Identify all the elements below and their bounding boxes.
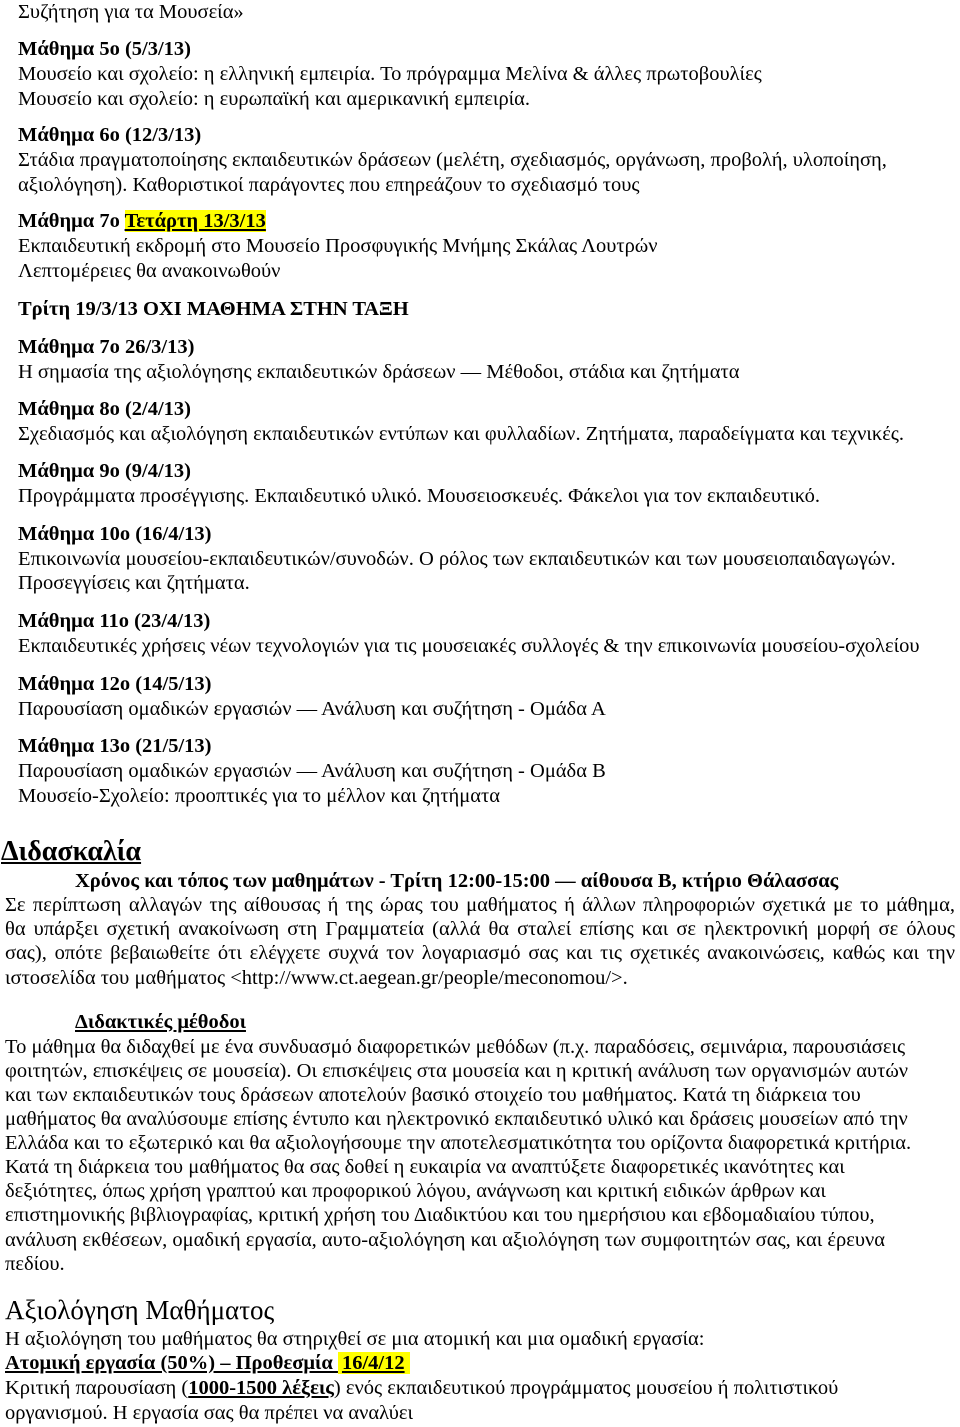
lesson-description: Παρουσίαση ομαδικών εργασιών — Ανάλυση και συζήτηση - Ομάδα Α (18, 698, 606, 720)
methods-line: μαθήματος θα αναλύσουμε επίσης έντυπο και ηλεκτρονικό εκπαιδευτικό υλικό και δράσεις μουσείων από την (5, 1108, 908, 1130)
methods-line: φοιτητών, επισκέψεις σε μουσεία). Οι επισκέψεις στα μουσεία και η κριτική ανάλυση των οργανισμών αυτών (5, 1060, 909, 1082)
lesson-heading: Μάθημα 10ο (16/4/13) (18, 523, 212, 545)
lesson-heading: Μάθημα 13ο (21/5/13) (18, 735, 212, 757)
individual-assignment-line (5, 1351, 410, 1376)
individual-assignment-label: Ατομική εργασία (50%) – Προθεσμία (5, 1352, 338, 1374)
methods-line: Ελλάδα και το εξωτερικό και θα αξιολογήσουμε την αποτελεσματικότητα του ορίζοντα διαφορετικά κριτήρια. (5, 1132, 912, 1154)
intro-line: Συζήτηση για τα Μουσεία» (18, 1, 244, 23)
time-place-line: Χρόνος και τόπος των μαθημάτων - Τρίτη 12:00-15:00 — αίθουσα Β, κτήριο Θάλασσας (75, 870, 839, 892)
section-heading-teaching: Διδασκαλία (1, 836, 142, 867)
assessment-intro: Η αξιολόγηση του μαθήματος θα στηριχθεί σε μια ατομική και μια ομαδική εργασία: (5, 1328, 705, 1350)
methods-line: επιστημονικής βιβλιογραφίας, κριτική χρήση του Διαδικτύου και του ημερήσιου και εβδομαδιαίου τύπου, (5, 1204, 875, 1226)
lesson-date-highlight: Τετάρτη 13/3/13 (124, 210, 266, 232)
methods-line: πεδίου. (5, 1253, 65, 1275)
assignment-description-end: ) ενός εκπαιδευτικού προγράμματος μουσείου ή πολιτιστικού (333, 1377, 839, 1399)
lesson-heading: Μάθημα 9ο (9/4/13) (18, 460, 191, 482)
lesson-description: Λεπτομέρειες θα ανακοινωθούν (18, 260, 281, 282)
assignment-description-start: Κριτική παρουσίαση ( (5, 1377, 189, 1399)
lesson-description: Προγράμματα προσέγγισης. Εκπαιδευτικό υλικό. Μουσειοσκευές. Φάκελοι για τον εκπαιδευτικό. (18, 485, 820, 507)
no-class-notice: Τρίτη 19/3/13 ΟΧΙ ΜΑΘΗΜΑ ΣΤΗΝ ΤΑΞΗ (18, 298, 409, 320)
word-count: 1000-1500 λέξεις (188, 1377, 334, 1399)
methods-line: ανάλυση εκθέσεων, ομαδική εργασία, αυτο-αξιολόγηση και αξιολόγηση των συμφοιτητών σας, και έρευνα (5, 1229, 885, 1251)
lesson-heading: Μάθημα 12ο (14/5/13) (18, 673, 212, 695)
lesson-description: Παρουσίαση ομαδικών εργασιών — Ανάλυση και συζήτηση - Ομάδα Β (18, 760, 606, 782)
announcement-line: ιστοσελίδα του μαθήματος <http://www.ct.aegean.gr/people/meconomou/>. (5, 967, 628, 989)
lesson-heading-label: Μάθημα 7ο (18, 210, 125, 232)
assessment-heading: Αξιολόγηση Μαθήματος (5, 1295, 275, 1325)
announcement-line: σας), οπότε βεβαιωθείτε ότι ελέγχετε συχνά τον λογαριασμό σας και τις σχετικές ανακοινώσεις, καθώς και την (5, 942, 955, 964)
lesson-description: Εκπαιδευτικές χρήσεις νέων τεχνολογιών για τις μουσειακές συλλογές & την επικοινωνία μουσείου-σχολείου (18, 635, 920, 657)
lesson-description: Εκπαιδευτική εκδρομή στο Μουσείο Προσφυγικής Μνήμης Σκάλας Λουτρών (18, 235, 658, 257)
lesson-description: Η σημασία της αξιολόγησης εκπαιδευτικών δράσεων — Μέθοδοι, στάδια και ζητήματα (18, 361, 740, 383)
lesson-description: Επικοινωνία μουσείου-εκπαιδευτικών/συνοδών. Ο ρόλος των εκπαιδευτικών και των μουσειοπαιδαγωγών. (18, 548, 896, 570)
lesson-heading: Μάθημα 6ο (12/3/13) (18, 124, 202, 146)
deadline-highlight: 16/4/12 (338, 1352, 410, 1374)
lesson-description: Μουσείο-Σχολείο: προοπτικές για το μέλλον και ζητήματα (18, 785, 500, 807)
methods-line: Το μάθημα θα διδαχθεί με ένα συνδυασμό διαφορετικών μεθόδων (π.χ. παραδόσεις, σεμινάρια, παρουσιάσεις (5, 1036, 906, 1058)
lesson-description: αξιολόγηση). Καθοριστικοί παράγοντες που επηρεάζουν το σχεδιασμό τους (18, 174, 640, 196)
lesson-description: Προσεγγίσεις και ζητήματα. (18, 572, 250, 594)
methods-heading: Διδακτικές μέθοδοι (75, 1011, 246, 1033)
assignment-description (5, 1376, 838, 1401)
lesson-description: Στάδια πραγματοποίησης εκπαιδευτικών δράσεων (μελέτη, σχεδιασμός, οργάνωση, προβολή, υλοποίηση, (18, 149, 887, 171)
announcement-line: Σε περίπτωση αλλαγών της αίθουσας ή της ώρας του μαθήματος ή άλλων πληροφοριών σχετικά με το μάθημα, (5, 894, 955, 916)
lesson-heading: Μάθημα 7ο 26/3/13) (18, 336, 195, 358)
lesson-description: Σχεδιασμός και αξιολόγηση εκπαιδευτικών εντύπων και φυλλαδίων. Ζητήματα, παραδείγματα και τεχνικές. (18, 423, 905, 445)
assignment-description: οργανισμού. Η εργασία σας θα πρέπει να αναλύει (5, 1402, 413, 1424)
lesson-heading (18, 209, 266, 234)
methods-line: Κατά τη διάρκεια του μαθήματος θα σας δοθεί η ευκαιρία να αναπτύξετε διαφορετικές ικανότητες και (5, 1156, 845, 1178)
lesson-description: Μουσείο και σχολείο: η ευρωπαϊκή και αμερικανική εμπειρία. (18, 88, 531, 110)
lesson-heading: Μάθημα 5ο (5/3/13) (18, 38, 191, 60)
methods-line: δεξιότητες, όπως χρήση γραπτού και προφορικού λόγου, ανάγνωση και κριτική ειδικών άρθρων και (5, 1180, 826, 1202)
lesson-description: Μουσείο και σχολείο: η ελληνική εμπειρία. Το πρόγραμμα Μελίνα & άλλες πρωτοβουλίες (18, 63, 762, 85)
lesson-heading: Μάθημα 8ο (2/4/13) (18, 398, 191, 420)
announcement-line: θα υπάρξει σχετική ανακοίνωση στη Γραμματεία (αλλά θα σταλεί επίσης και σε ηλεκτρονική μορφή σε όλους (5, 918, 955, 940)
methods-line: και των εκπαιδευτικών τους δράσεων αποτελούν βασικό στοιχείο του μαθήματος. Κατά τη διάρκεια του (5, 1084, 861, 1106)
lesson-heading: Μάθημα 11ο (23/4/13) (18, 610, 211, 632)
